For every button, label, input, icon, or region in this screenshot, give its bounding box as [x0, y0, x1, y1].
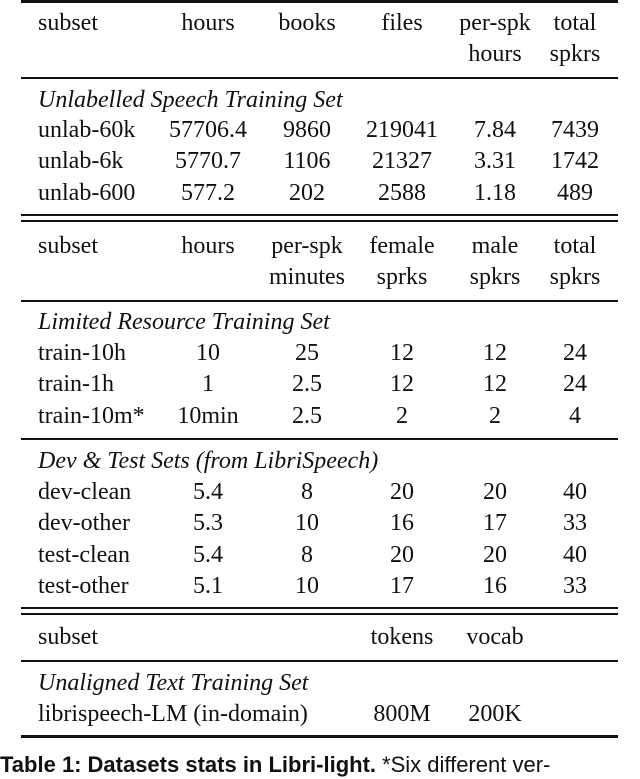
table-row-cell: 24: [563, 340, 587, 366]
table-row-cell: unlab-600: [38, 180, 136, 206]
table-row-cell: 200K: [468, 701, 522, 727]
table-row-cell: 2: [396, 403, 408, 429]
table-row-cell: 10: [295, 573, 319, 599]
header-rule: [21, 77, 618, 79]
header-row-cell: total: [553, 233, 597, 259]
table-row-cell: 8: [301, 479, 313, 505]
table-row-cell: unlab-60k: [38, 117, 136, 143]
header-row-cell: books: [278, 10, 336, 36]
table-row-cell: 577.2: [181, 180, 235, 206]
header-row-cell: minutes: [269, 264, 345, 290]
table-row-cell: 5.1: [193, 573, 223, 599]
table-row-cell: 17: [390, 573, 414, 599]
table-row-cell: 16: [483, 573, 507, 599]
table-row-cell: 33: [563, 510, 587, 536]
header-row-cell: subset: [38, 10, 98, 36]
table-row-cell: 40: [563, 542, 587, 568]
header-row-cell: spkrs: [549, 41, 601, 67]
header-row: [0, 231, 640, 261]
table-row: [0, 699, 640, 729]
header-row-cell: vocab: [466, 624, 524, 650]
table-row-cell: dev-other: [38, 510, 130, 536]
table-row: [0, 115, 640, 145]
header-rule: [21, 300, 618, 302]
double-rule: [21, 613, 618, 615]
header-row-cell: sprks: [376, 264, 428, 290]
table-row-cell: 20: [483, 479, 507, 505]
table-row: [0, 540, 640, 570]
table-row-cell: 40: [563, 479, 587, 505]
table-row-cell: train-10h: [38, 340, 126, 366]
table-row-cell: 5.4: [193, 542, 223, 568]
header-row-cell: spkrs: [469, 264, 521, 290]
header-row: [0, 262, 640, 292]
header-row-cell: subset: [38, 624, 98, 650]
table-row-cell: 8: [301, 542, 313, 568]
section-title: Limited Resource Training Set: [38, 309, 330, 335]
table-row-cell: 800M: [373, 701, 431, 727]
table-row-cell: test-other: [38, 573, 129, 599]
table-row-cell: 57706.4: [169, 117, 247, 143]
header-row-cell: spkrs: [549, 264, 601, 290]
table-row-cell: dev-clean: [38, 479, 132, 505]
table-row-cell: 10: [196, 340, 220, 366]
table-row: [0, 369, 640, 399]
table-row-cell: 24: [563, 371, 587, 397]
header-rule: [21, 660, 618, 662]
table-row-cell: 1: [202, 371, 214, 397]
table-row: [0, 178, 640, 208]
table-row-cell: 20: [483, 542, 507, 568]
table-row-cell: test-clean: [38, 542, 130, 568]
table-row-cell: 1106: [283, 148, 331, 174]
table-row-cell: 2.5: [292, 371, 322, 397]
table-row-cell: 3.31: [474, 148, 516, 174]
header-row-cell: hours: [468, 41, 522, 67]
table-row-cell: 12: [483, 340, 507, 366]
header-row-cell: per-spk: [271, 233, 343, 259]
table-row: [0, 146, 640, 176]
table-row-cell: 219041: [366, 117, 438, 143]
table-row-cell: 16: [390, 510, 414, 536]
caption-label: Table 1:: [0, 752, 82, 777]
table-row-cell: 489: [557, 180, 593, 206]
table-row-cell: 12: [483, 371, 507, 397]
table-row-cell: 1742: [551, 148, 599, 174]
bottom-rule: [21, 735, 618, 738]
table-row-cell: 5.3: [193, 510, 223, 536]
table-row-cell: 2.5: [292, 403, 322, 429]
table-row-cell: 10: [295, 510, 319, 536]
table-row-cell: 17: [483, 510, 507, 536]
table-row: [0, 401, 640, 431]
table-row-cell: 1.18: [474, 180, 516, 206]
section-title: Dev & Test Sets (from LibriSpeech): [38, 448, 379, 474]
section-title: Unaligned Text Training Set: [38, 670, 309, 696]
section-rule: [21, 438, 618, 440]
table-row-cell: 12: [390, 371, 414, 397]
header-row-cell: male: [471, 233, 519, 259]
header-row-cell: subset: [38, 233, 98, 259]
table-row: [0, 477, 640, 507]
table-row-cell: 5.4: [193, 479, 223, 505]
double-rule: [21, 214, 618, 216]
table-row-cell: 5770.7: [175, 148, 241, 174]
header-row-cell: female: [369, 233, 435, 259]
table-row-cell: unlab-6k: [38, 148, 124, 174]
table-row-cell: 20: [390, 542, 414, 568]
table-row-cell: 2: [489, 403, 501, 429]
header-row-cell: total: [553, 10, 597, 36]
table-row-cell: train-1h: [38, 371, 114, 397]
caption-text: *Six different ver-: [382, 752, 551, 777]
header-row: [0, 39, 640, 69]
table-row-cell: 9860: [283, 117, 331, 143]
table-row: [0, 338, 640, 368]
table-row-cell: 10min: [177, 403, 239, 429]
table-row-cell: 21327: [372, 148, 432, 174]
caption-title: Datasets stats in Libri-light.: [87, 752, 377, 777]
table-row-cell: librispeech-LM (in-domain): [38, 701, 308, 727]
header-row-cell: per-spk: [459, 10, 531, 36]
header-row-cell: hours: [181, 233, 235, 259]
header-row-cell: files: [381, 10, 423, 36]
table-row-cell: 7439: [551, 117, 599, 143]
header-row: [0, 622, 640, 652]
double-rule: [21, 220, 618, 222]
top-rule: [21, 0, 618, 3]
table-row: [0, 508, 640, 538]
table-row-cell: 25: [295, 340, 319, 366]
table-row-cell: 202: [289, 180, 325, 206]
table-row-cell: train-10m*: [38, 403, 145, 429]
table-row-cell: 12: [390, 340, 414, 366]
table-caption: [0, 752, 640, 779]
header-row-cell: hours: [181, 10, 235, 36]
double-rule: [21, 607, 618, 609]
table-row-cell: 2588: [378, 180, 426, 206]
table-row: [0, 571, 640, 601]
table-row-cell: 7.84: [474, 117, 516, 143]
table-row-cell: 4: [569, 403, 581, 429]
header-row-cell: tokens: [370, 624, 434, 650]
section-title: Unlabelled Speech Training Set: [38, 87, 343, 113]
header-row: [0, 8, 640, 38]
table-row-cell: 33: [563, 573, 587, 599]
table-row-cell: 20: [390, 479, 414, 505]
